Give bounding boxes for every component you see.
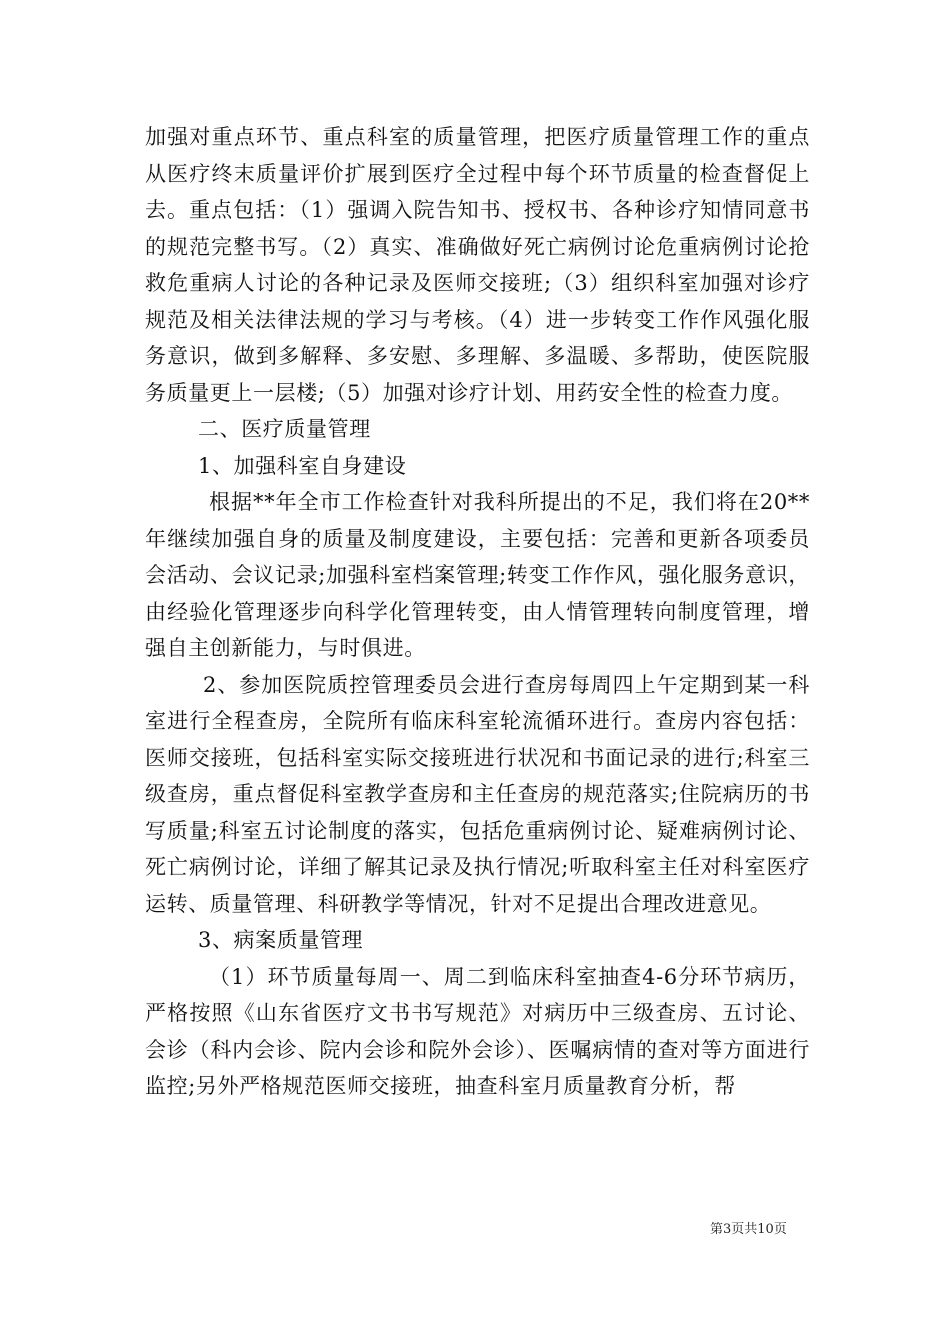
page-number: 第3页共10页 xyxy=(710,1222,787,1237)
section-heading: 二、医疗质量管理 xyxy=(198,417,371,441)
subheading-3: 3、病案质量管理 xyxy=(198,928,364,952)
paragraph-1: 根据**年全市工作检查针对我科所提出的不足，我们将在20**年继续加强自身的质量及制度建设，主要包括：完善和更新各项委员会活动、会议记录;加强科室档案管理;转变工作作风，强化服务意识，由经验化管理逐步向科学化管理转变，由人情管理转向制度管理，增强自主创新能力，与时俱进。 xyxy=(145,490,810,660)
paragraph-3: （1）环节质量每周一、周二到临床科室抽查4-6分环节病历，严格按照《山东省医疗文书书写规范》对病历中三级查房、五讨论、会诊（科内会诊、院内会诊和院外会诊）、医嘱病情的查对等方面进行监控;另外严格规范医师交接班，抽查科室月质量教育分析，帮 xyxy=(145,964,810,1098)
subheading-1: 1、加强科室自身建设 xyxy=(198,453,407,478)
paragraph-2: 2、参加医院质控管理委员会进行查房每周四上午定期到某一科室进行全程查房，全院所有临床科室轮流循环进行。查房内容包括：医师交接班，包括科室实际交接班进行状况和书面记录的进行;科室三级查房，重点督促科室教学查房和主任查房的规范落实;住院病历的书写质量;科室五讨论制度的落实，包括危重病例讨论、疑难病例讨论、死亡病例讨论，详细了解其记录及执行情况;听取科室主任对科室医疗运转、质量管理、科研教学等情况，针对不足提出合理改进意见。 xyxy=(145,672,810,916)
document-body xyxy=(145,119,810,1105)
continuation-paragraph: 加强对重点环节、重点科室的质量管理，把医疗质量管理工作的重点从医疗终末质量评价扩展到医疗全过程中每个环节质量的检查督促上去。重点包括：（1）强调入院告知书、授权书、各种诊疗知情同意书的规范完整书写。（2）真实、准确做好死亡病例讨论危重病例讨论抢救危重病人讨论的各种记录及医师交接班;（3）组织科室加强对诊疗规范及相关法律法规的学习与考核。（4）进一步转变工作作风强化服务意识，做到多解释、多安慰、多理解、多温暖、多帮助，使医院服务质量更上一层楼;（5）加强对诊疗计划、用药安全性的检查力度。 xyxy=(145,125,810,405)
